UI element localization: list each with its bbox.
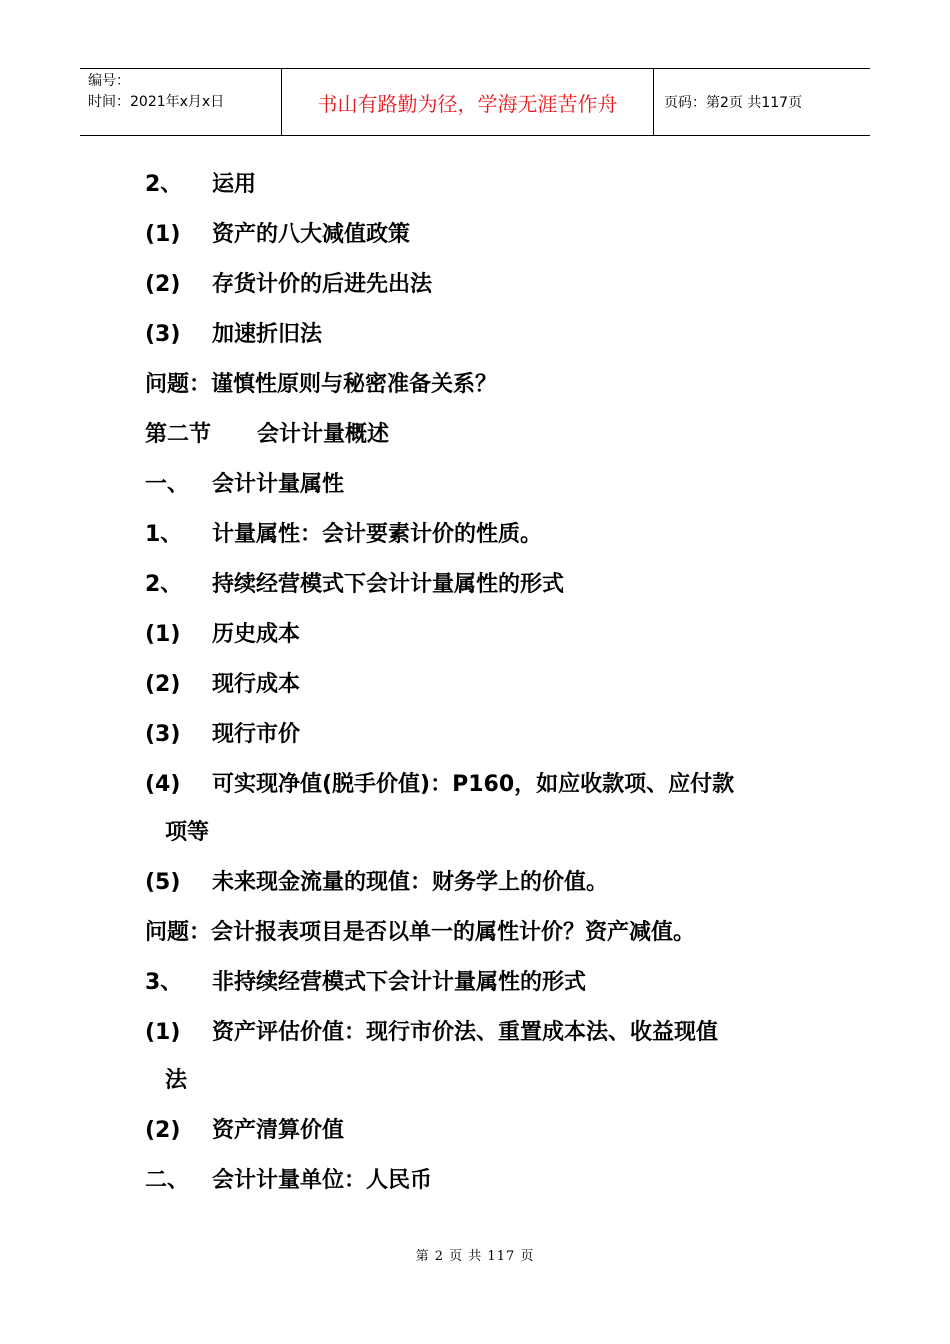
item-text: 会计计量单位：人民币 [212,1168,433,1193]
item-number: 二、 [145,1168,190,1193]
list-item [145,1106,344,1156]
item-number: (1) [145,622,181,647]
item-text: 可实现净值(脱手价值)：P160，如应收款项、应付款 [212,772,735,797]
header-meta [80,69,282,135]
item-text: 第二节 会计计量概述 [145,422,389,447]
list-item [145,1008,718,1058]
item-number: (4) [145,772,181,797]
item-number: (2) [145,272,181,297]
list-item [145,760,734,810]
list-item [145,160,256,210]
item-text: 资产评估价值：现行市价法、重置成本法、收益现值 [212,1020,719,1045]
item-text: 问题：会计报表项目是否以单一的属性计价？资产减值。 [145,920,696,945]
item-text: 项等 [165,820,210,845]
list-item [145,510,542,560]
list-item [145,260,432,310]
page-header [80,68,870,136]
item-text: 计量属性：会计要素计价的性质。 [212,522,543,547]
item-text: 历史成本 [212,622,301,647]
item-number: (2) [145,672,181,697]
list-item [145,958,586,1008]
list-item [145,210,410,260]
item-text: 运用 [212,172,257,197]
list-item [145,1156,432,1206]
item-number: (1) [145,222,181,247]
doc-number-label: 编号： [88,73,130,89]
list-item [145,310,322,360]
item-text: 现行成本 [212,672,301,697]
item-number: 一、 [145,472,190,497]
item-number: 1、 [145,522,183,547]
question-line [145,360,497,410]
item-number: 2、 [145,572,183,597]
list-item [145,460,344,510]
item-text: 资产清算价值 [212,1118,345,1143]
item-text: 存货计价的后进先出法 [212,272,433,297]
item-number: (1) [145,1020,181,1045]
item-number: 2、 [145,172,183,197]
item-number: 3、 [145,970,183,995]
item-number: (3) [145,322,181,347]
item-number: (3) [145,722,181,747]
item-text: 问题：谨慎性原则与秘密准备关系？ [145,372,498,397]
item-number: (2) [145,1118,181,1143]
doc-date: 时间：2021年x月x日 [88,94,225,110]
question-line [145,908,695,958]
item-text: 会计计量属性 [212,472,345,497]
section-heading [145,410,389,460]
item-text: 未来现金流量的现值：财务学上的价值。 [212,870,609,895]
list-item [145,858,608,908]
header-page-info: 页码：第2页 共117页 [664,95,803,111]
item-text: 资产的八大减值政策 [212,222,411,247]
list-item-continuation [165,808,209,858]
list-item [145,560,564,610]
item-text: 加速折旧法 [212,322,323,347]
list-item [145,710,300,760]
item-text: 持续经营模式下会计计量属性的形式 [212,572,565,597]
page-footer: 第 2 页 共 117 页 [415,1249,535,1264]
item-text: 非持续经营模式下会计计量属性的形式 [212,970,587,995]
list-item [145,610,300,660]
item-number: (5) [145,870,181,895]
item-text: 法 [165,1068,188,1093]
item-text: 现行市价 [212,722,301,747]
list-item [145,660,300,710]
list-item-continuation [165,1056,187,1106]
header-motto: 书山有路勤为径，学海无涯苦作舟 [282,69,654,135]
